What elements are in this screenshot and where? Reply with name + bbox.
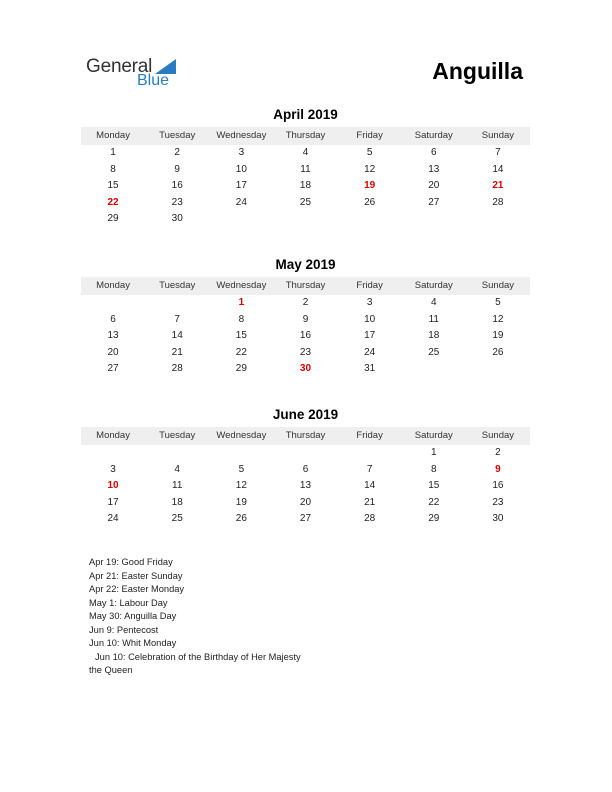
- day-cell: 24: [364, 346, 376, 358]
- day-cell: 5: [495, 297, 501, 308]
- holiday-day-cell: 22: [107, 196, 119, 208]
- generalblue-logo: [86, 56, 196, 92]
- day-cell: 1: [430, 447, 437, 458]
- day-cell: [81, 445, 145, 462]
- day-cell: 20: [428, 180, 440, 191]
- day-cell: 13: [107, 330, 119, 341]
- week-row: [81, 145, 530, 162]
- day-cell: 15: [428, 480, 440, 491]
- day-cell: 13: [299, 480, 312, 491]
- day-cell: [402, 361, 466, 378]
- day-cell: 25: [428, 346, 440, 358]
- day-cell: [466, 211, 530, 228]
- holiday-day-cell: 21: [492, 180, 504, 191]
- day-cell: [402, 211, 466, 228]
- day-cell: 3: [110, 463, 116, 475]
- day-cell: 11: [172, 480, 183, 491]
- day-cell: 2: [174, 147, 180, 158]
- month-calendar: [81, 256, 530, 378]
- weekday-label: Saturday: [414, 280, 453, 291]
- weekday-label: Wednesday: [216, 430, 267, 441]
- day-cell: 1: [110, 147, 116, 158]
- holiday-day-cell: 19: [364, 180, 376, 191]
- week-row: [81, 295, 530, 312]
- day-cell: 28: [364, 513, 376, 524]
- day-cell: 22: [235, 346, 247, 358]
- day-cell: 30: [492, 513, 504, 524]
- day-cell: 14: [171, 330, 183, 341]
- day-cell: 21: [364, 496, 376, 508]
- day-cell: 20: [299, 496, 312, 508]
- weekday-label: Monday: [96, 130, 130, 141]
- day-cell: 13: [428, 163, 440, 175]
- weekday-label: Friday: [356, 280, 383, 291]
- week-row: [81, 478, 530, 495]
- day-cell: 10: [364, 313, 376, 325]
- day-cell: 14: [492, 163, 504, 175]
- weekday-header-row: [81, 427, 530, 445]
- day-cell: 26: [364, 196, 376, 208]
- holiday-entry: Jun 10: Celebration of the Birthday of Her Majesty: [95, 651, 301, 662]
- day-cell: 27: [107, 363, 119, 374]
- day-cell: 10: [235, 163, 247, 175]
- day-cell: 8: [238, 313, 245, 325]
- day-cell: 23: [492, 496, 504, 508]
- logo-blue-text: Blue: [137, 72, 170, 89]
- day-cell: 18: [428, 330, 440, 341]
- day-cell: 24: [107, 513, 119, 524]
- month-title: April 2019: [273, 107, 338, 122]
- week-row: [81, 345, 530, 362]
- day-cell: 23: [299, 346, 312, 358]
- day-cell: 12: [492, 313, 504, 325]
- day-cell: 8: [110, 163, 116, 175]
- day-cell: 15: [107, 180, 119, 191]
- month-calendar: [81, 106, 530, 228]
- day-cell: 7: [174, 313, 180, 325]
- weekday-header-row: [81, 277, 530, 295]
- holiday-entry: Apr 22: Easter Monday: [89, 584, 185, 594]
- weekday-label: Wednesday: [216, 130, 267, 141]
- day-cell: [145, 295, 209, 312]
- day-cell: 30: [171, 213, 183, 224]
- day-cell: 3: [366, 297, 373, 308]
- weekday-header-row: [81, 127, 530, 145]
- day-cell: 5: [238, 463, 245, 475]
- day-cell: 7: [495, 147, 501, 158]
- day-cell: [338, 211, 402, 228]
- day-cell: [273, 445, 337, 462]
- week-row: [81, 211, 530, 228]
- day-cell: [466, 361, 530, 378]
- weekday-label: Thursday: [285, 280, 326, 291]
- day-cell: 18: [171, 496, 183, 508]
- day-cell: 28: [171, 363, 183, 374]
- day-cell: 4: [174, 463, 180, 475]
- month-title: May 2019: [275, 257, 336, 272]
- day-cell: 25: [299, 196, 312, 208]
- weekday-label: Tuesday: [159, 430, 196, 441]
- holiday-day-cell: 30: [299, 363, 312, 374]
- day-cell: 16: [492, 480, 504, 491]
- day-cell: 29: [107, 213, 119, 224]
- day-cell: 14: [364, 480, 376, 491]
- week-row: [81, 312, 530, 329]
- holiday-day-cell: 1: [238, 297, 245, 308]
- week-row: [81, 178, 530, 195]
- holiday-day-cell: 9: [495, 463, 501, 475]
- month-calendar: [81, 406, 530, 528]
- weekday-label: Saturday: [414, 430, 453, 441]
- holiday-entry: Jun 9: Pentecost: [89, 624, 159, 635]
- day-cell: 17: [235, 180, 247, 191]
- logo-general-text: General: [86, 56, 153, 77]
- day-cell: 6: [110, 313, 116, 325]
- weekday-label: Sunday: [481, 280, 515, 291]
- week-row: [81, 462, 530, 479]
- day-cell: 9: [302, 313, 309, 325]
- day-cell: 21: [171, 346, 183, 358]
- weekday-label: Sunday: [481, 130, 515, 141]
- weekday-label: Friday: [356, 430, 383, 441]
- day-cell: 20: [107, 346, 119, 358]
- weekday-label: Tuesday: [159, 280, 196, 291]
- day-cell: 23: [171, 196, 183, 208]
- day-cell: 27: [299, 513, 312, 524]
- day-cell: 8: [430, 463, 437, 475]
- day-cell: 26: [492, 346, 504, 358]
- day-cell: 29: [235, 363, 247, 374]
- day-cell: 16: [171, 180, 183, 191]
- week-row: [81, 495, 530, 512]
- day-cell: 18: [299, 180, 312, 191]
- day-cell: 29: [428, 513, 440, 524]
- weekday-label: Tuesday: [159, 130, 196, 141]
- day-cell: [338, 445, 402, 462]
- day-cell: [209, 211, 273, 228]
- day-cell: 2: [495, 447, 501, 458]
- day-cell: [209, 445, 273, 462]
- day-cell: 19: [492, 330, 504, 341]
- day-cell: 6: [430, 147, 437, 158]
- week-row: [81, 195, 530, 212]
- day-cell: 27: [428, 196, 440, 208]
- holiday-day-cell: 10: [107, 480, 119, 491]
- day-cell: 12: [364, 163, 376, 175]
- day-cell: 22: [428, 496, 440, 508]
- holiday-entry: the Queen: [89, 665, 133, 675]
- weekday-label: Thursday: [285, 130, 326, 141]
- day-cell: 2: [302, 297, 309, 308]
- day-cell: 11: [300, 163, 311, 175]
- day-cell: 26: [235, 513, 247, 524]
- day-cell: 3: [238, 147, 245, 158]
- day-cell: 7: [366, 463, 373, 475]
- day-cell: 24: [235, 196, 247, 208]
- country-title: Anguilla: [432, 58, 523, 84]
- day-cell: 28: [492, 196, 504, 208]
- weekday-label: Monday: [96, 430, 130, 441]
- day-cell: 17: [107, 496, 119, 508]
- day-cell: 25: [171, 513, 183, 524]
- day-cell: 16: [299, 330, 312, 341]
- day-cell: [81, 295, 145, 312]
- weekday-label: Friday: [356, 130, 383, 141]
- day-cell: 12: [235, 480, 247, 491]
- month-title: June 2019: [272, 407, 339, 422]
- day-cell: 17: [364, 330, 376, 341]
- day-cell: 15: [235, 330, 247, 341]
- day-cell: 6: [302, 463, 309, 475]
- holiday-entry: Jun 10: Whit Monday: [89, 638, 177, 648]
- weekday-label: Thursday: [285, 430, 326, 441]
- day-cell: 19: [235, 496, 247, 508]
- holiday-entry: May 30: Anguilla Day: [89, 611, 177, 621]
- week-row: [81, 361, 530, 378]
- weekday-label: Wednesday: [216, 280, 267, 291]
- week-row: [81, 445, 530, 462]
- weekday-label: Sunday: [481, 430, 515, 441]
- day-cell: 4: [302, 147, 309, 158]
- week-row: [81, 328, 530, 345]
- day-cell: [145, 445, 209, 462]
- holiday-entry: Apr 21: Easter Sunday: [89, 570, 183, 581]
- holiday-list: [89, 556, 349, 678]
- day-cell: [273, 211, 337, 228]
- day-cell: 11: [428, 313, 439, 325]
- week-row: [81, 162, 530, 179]
- holiday-entry: May 1: Labour Day: [89, 597, 168, 608]
- day-cell: 4: [430, 297, 437, 308]
- day-cell: 5: [366, 147, 373, 158]
- holiday-entry: Apr 19: Good Friday: [89, 557, 173, 567]
- weekday-label: Saturday: [414, 130, 453, 141]
- day-cell: 31: [364, 363, 376, 374]
- weekday-label: Monday: [96, 280, 130, 291]
- day-cell: 9: [174, 163, 180, 175]
- week-row: [81, 511, 530, 528]
